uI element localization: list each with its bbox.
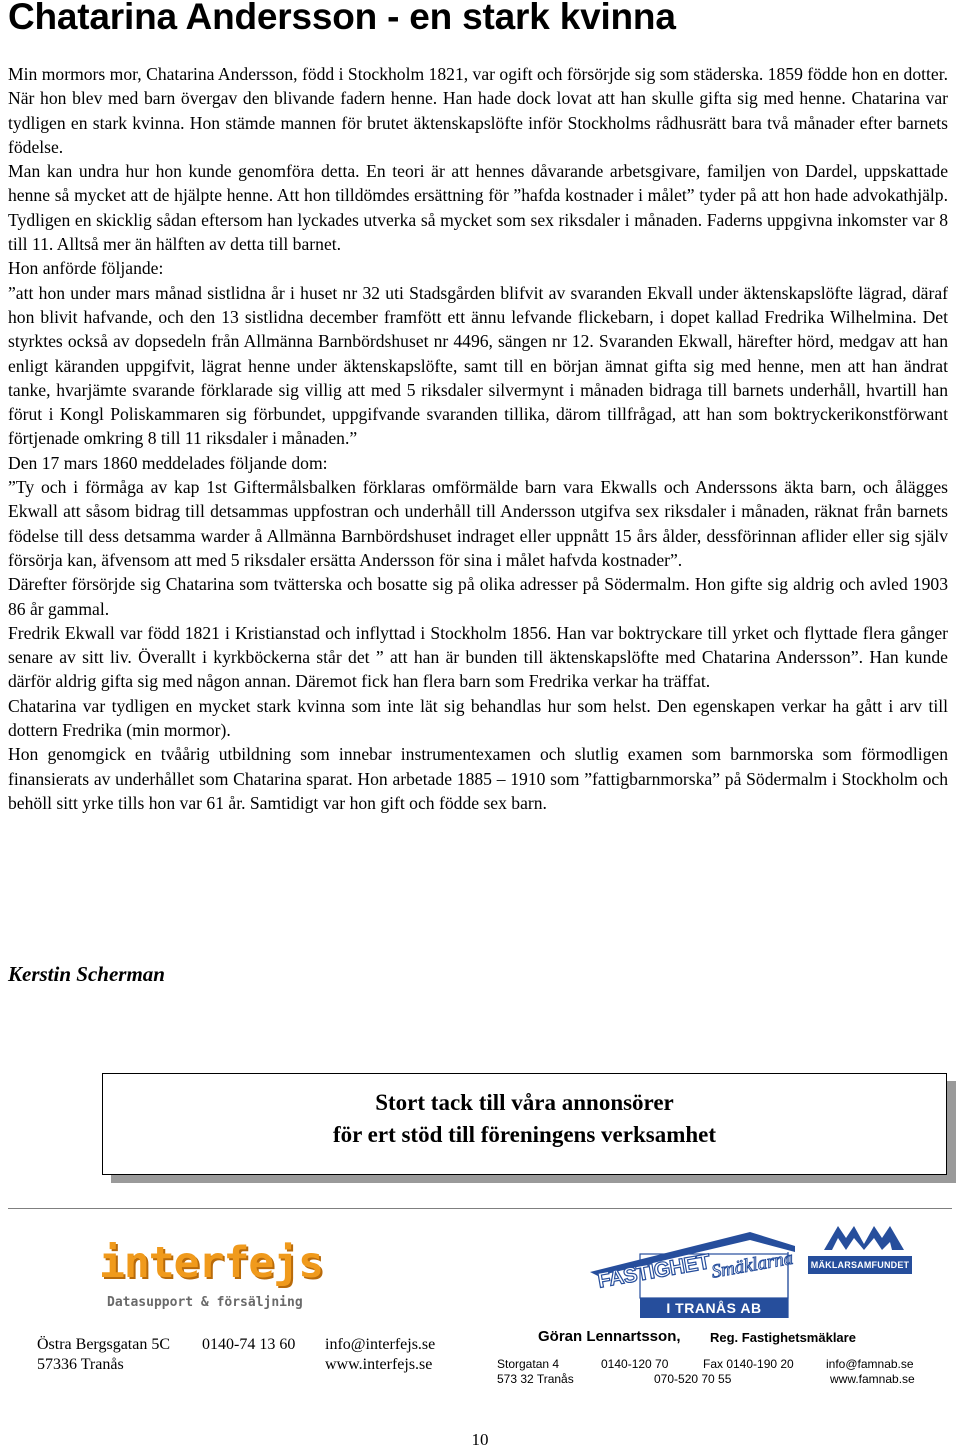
article-body xyxy=(8,62,948,815)
fastighet-street: Storgatan 4 xyxy=(497,1357,560,1371)
interfejs-logo xyxy=(95,1238,375,1314)
author-signature: Kerstin Scherman xyxy=(8,962,165,986)
paragraph: Hon genomgick en tvåårig utbildning som innebar instrumentexamen och slutlig examen som barnmorska som förmodligen finansierats av underhållet som Chatarina sparat. Hon arbetade 1885 – 1910 som ”fattigbarnmorska” på Södermalm i Stockholm och behöll sitt yrke tills hon var 61 år. Samtidigt var hon gift och födde sex barn. xyxy=(8,744,948,813)
interfejs-phone: 0140-74 13 60 xyxy=(202,1336,296,1353)
paragraph: Chatarina var tydligen en mycket stark kvinna som inte lät sig behandlas hur som helst. Den egenskapen verkar ha gått i arv till dottern Fredrika (min mormor). xyxy=(8,695,948,741)
fastighet-city: 573 32 Tranås xyxy=(497,1372,574,1386)
fastighet-logo xyxy=(590,1232,805,1328)
paragraph: Man kan undra hur hon kunde genomföra detta. En teori är att hennes dåvarande arbetsgivare, familjen von Dardel, uppskattade henne så mycket att de hjälpte henne. Att hon tilldömdes ersättning för ”hafda kostnader i målet” tyder på att hon hade advokathjälp. Tydligen en skicklig sådan eftersom han lyckades utverka så mycket som sex riksdaler i månaden. Faderns uppgivna inkomster var 8 till 11. Alltså mer än hälften av detta till barnet. xyxy=(8,161,948,255)
fastighet-web: www.famnab.se xyxy=(830,1372,915,1386)
paragraph: Den 17 mars 1860 meddelades följande dom: xyxy=(8,452,328,473)
maklarsamfundet-band: MÄKLARSAMFUNDET xyxy=(808,1256,912,1274)
interfejs-email: info@interfejs.se xyxy=(325,1336,436,1353)
fastighet-mobile: 070-520 70 55 xyxy=(654,1372,732,1386)
mountain-icon xyxy=(808,1218,912,1254)
page-number: 10 xyxy=(471,1430,489,1449)
agent-name: Göran Lennartsson, xyxy=(538,1328,681,1345)
interfejs-web: www.interfejs.se xyxy=(325,1356,433,1373)
thanks-box xyxy=(102,1073,947,1175)
divider xyxy=(8,1208,952,1209)
fastighet-logo-word2: Smäklarna xyxy=(710,1247,795,1283)
thanks-line-2: för ert stöd till föreningens verksamhet xyxy=(332,1122,717,1147)
fastighet-phone: 0140-120 70 xyxy=(601,1357,669,1371)
paragraph: Fredrik Ekwall var född 1821 i Kristianstad och inflyttad i Stockholm 1856. Han var boktryckare till yrket och flyttade flera gånger senare av sitt liv. Överallt i kyrkböckerna står det ” att han är bunden till äktenskapslöfte med Chatarina Andersson”. Han kunde därför aldrig gifta sig med någon annan. Däremot fick han flera barn som Fredrika verkar ha träffat. xyxy=(8,622,948,692)
agent-title: Reg. Fastighetsmäklare xyxy=(710,1330,856,1345)
interfejs-street: Östra Bergsgatan 5C xyxy=(37,1336,171,1353)
fastighet-logo-band: I TRANÅS AB xyxy=(640,1298,788,1318)
fastighet-logo-word1: FASTIGHET xyxy=(596,1250,712,1293)
fastighet-email: info@famnab.se xyxy=(826,1357,914,1371)
paragraph: Min mormors mor, Chatarina Andersson, född i Stockholm 1821, var ogift och försörjde sig som städerska. 1859 födde hon en dotter. När hon blev med barn övergav den blivande fadern henne. Han hade dock lovat att han skulle gifta sig med henne. Chatarina var tydligen en stark kvinna. Hon stämde mannen för brutet äktenskapslöfte inför Stockholms rådhusrätt bara två månader efter barnets födelse. xyxy=(8,64,948,157)
maklarsamfundet-logo xyxy=(808,1218,912,1290)
verdict-paragraph: ”Ty och i förmåga av kap 1st Giftermålsbalken förklaras omförmälde barn vara Ekwalls och Anderssons äkta barn, och ålägges Ekwall att såsom bidrag till detsammas uppfostran och underhåll till Andersson utgifva sex riksdaler i månaden, räknat från barnets födelse till dess detsamma warder å Allmänna Barnbördshuset indraget eller uppnått 15 års ålder, dessförinnan aflider eller sig själv försörja kan, äfvensom att med 5 riksdaler ersätta Andersson för sina i målet hafvda kostnader”. xyxy=(8,477,948,570)
interfejs-logo-text: interfejs xyxy=(99,1238,323,1288)
paragraph: Därefter försörjde sig Chatarina som tvätterska och bosatte sig på olika adresser på Södermalm. Hon gifte sig aldrig och avled 1903 86 år gammal. xyxy=(8,574,948,619)
interfejs-logo-subtitle: Datasupport & försäljning xyxy=(107,1295,303,1310)
thanks-line-1: Stort tack till våra annonsörer xyxy=(375,1090,674,1115)
page-title: Chatarina Andersson - en stark kvinna xyxy=(8,0,676,37)
quote-paragraph: ”att hon under mars månad sistlidna år i huset nr 32 uti Stadsgården blifvit av svaranden Ekvall under äktenskapslöfte lägrad, däraf hon blivit hafvande, och den 13 sistlidna december framfött ett ännu lefvande flickebarn, i dopet kallad Fredrika Wilhelmina. Det styrktes också av dopsedeln från Allmänna Barnbördshuset nr 4496, sängen nr 12. Svaranden Ekwall, härefter hörd, medgav att han enligt käranden uppgifvit, lägrat henne under äktenskapslöfte, samt till en början ämnat gifta sig med henne, men att han ändrat tanke, hvarjämte svarande förklarade sig villig att med 5 riksdaler silvermynt i månaden bidraga till barnets underhåll, hvartill han förut i Kongl Poliskammaren sig förbundet, uppgifvande svaranden tillika, därom tillfrågad, att han som boktryckerikonstförwant förtjenade omkring 8 till 11 riksdaler i månaden.” xyxy=(8,282,948,449)
fastighet-fax: Fax 0140-190 20 xyxy=(703,1357,794,1371)
paragraph: Hon anförde följande: xyxy=(8,258,164,279)
interfejs-city: 57336 Tranås xyxy=(37,1356,124,1373)
